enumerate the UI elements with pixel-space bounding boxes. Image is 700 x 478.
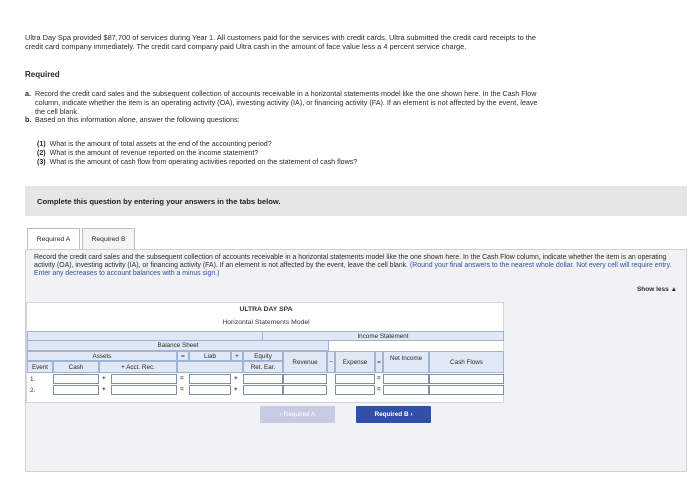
- requirement-text: Based on this information alone, answer the following questions:: [35, 115, 240, 125]
- plus-op: +: [121, 364, 125, 371]
- question-3: [37, 158, 357, 167]
- revenue-input[interactable]: [283, 374, 327, 384]
- equity-header: Equity: [243, 351, 283, 361]
- instruction-note: (Round your final answers to the nearest whole dollar. Not every cell will require entry. Enter any decreases to account balances with a minus sign.): [34, 262, 672, 278]
- question-number: (1): [37, 140, 46, 148]
- ret-ear-header: Ret. Ear.: [243, 361, 283, 373]
- row-label: 1.: [30, 376, 36, 383]
- equals-op: =: [180, 386, 184, 393]
- question-text: What is the amount of total assets at the end of the accounting period?: [49, 140, 272, 148]
- liab-input[interactable]: [189, 385, 231, 395]
- equals-op: =: [180, 375, 184, 382]
- requirement-b: [25, 116, 545, 125]
- tab-required-b[interactable]: Required B: [82, 228, 135, 250]
- equals-op: =: [377, 375, 381, 382]
- liab-header: Liab: [189, 351, 231, 361]
- expense-input[interactable]: [335, 374, 375, 384]
- answer-panel: [25, 249, 687, 472]
- question-number: (2): [37, 149, 46, 158]
- revenue-input[interactable]: [283, 385, 327, 395]
- statements-table: [26, 302, 504, 403]
- tab-required-a[interactable]: Required A: [27, 228, 80, 250]
- required-heading: Required: [25, 70, 60, 79]
- question-number: (3): [37, 158, 46, 167]
- acct-rec-header: [99, 361, 177, 373]
- net-income-input[interactable]: [383, 374, 429, 384]
- income-statement-header: Income Statement: [262, 331, 504, 341]
- requirement-a: [25, 90, 545, 116]
- question-text: What is the amount of cash flow from operating activities reported on the statement of cash flows?: [49, 158, 358, 167]
- equals-op: =: [377, 386, 381, 393]
- acct-rec-input[interactable]: [111, 385, 177, 395]
- net-income-header: Net Income: [383, 351, 429, 373]
- liab-input[interactable]: [189, 374, 231, 384]
- liab-header-blank: [177, 361, 243, 373]
- requirement-marker: b.: [25, 115, 32, 125]
- equals-op: =: [177, 351, 189, 361]
- plus-op: +: [102, 375, 106, 382]
- plus-op: +: [102, 386, 106, 393]
- event-header: Event: [27, 361, 53, 373]
- acct-rec-label: Acct. Rec.: [126, 364, 155, 371]
- ret-ear-input[interactable]: [243, 385, 283, 395]
- assets-header: Assets: [27, 351, 177, 361]
- balance-sheet-header: Balance Sheet: [27, 341, 329, 351]
- requirement-text: Record the credit card sales and the subsequent collection of accounts receivable in a horizontal statements model like the one shown here. In the Cash Flow column, indicate whether the item is an operating activity (OA), investing activity (IA), or financing activity (FA). If an element is not affected by the event, leave the cell blank.: [35, 89, 538, 116]
- show-less-link[interactable]: Show less ▲: [636, 286, 677, 293]
- acct-rec-input[interactable]: [111, 374, 177, 384]
- prev-required-a-button[interactable]: ‹ Required A: [260, 406, 335, 423]
- revenue-header: Revenue: [283, 351, 327, 373]
- equals-op: =: [375, 351, 383, 373]
- cash-flows-input[interactable]: [429, 385, 504, 395]
- plus-op: +: [234, 375, 238, 382]
- row-label: 2.: [30, 387, 36, 394]
- next-required-b-button[interactable]: Required B ›: [356, 406, 431, 423]
- table-model-title: Horizontal Statements Model: [222, 319, 310, 326]
- problem-intro: Ultra Day Spa provided $87,700 of services during Year 1. All customers paid for the services with credit cards. Ultra submitted the credit card receipts to the credit card company immediately. The credit card company paid Ultra cash in the amount of face value less a 4 percent service charge.: [25, 33, 537, 52]
- plus-op: +: [234, 386, 238, 393]
- question-2: [37, 149, 357, 158]
- expense-input[interactable]: [335, 385, 375, 395]
- requirement-marker: a.: [25, 89, 31, 98]
- tabs-banner: Complete this question by entering your answers in the tabs below.: [25, 186, 687, 216]
- table-company: ULTRA DAY SPA: [239, 306, 293, 313]
- cash-input[interactable]: [53, 374, 99, 384]
- minus-op: −: [327, 351, 335, 373]
- question-1: [37, 140, 357, 149]
- cash-input[interactable]: [53, 385, 99, 395]
- cash-flows-header: Cash Flows: [429, 351, 504, 373]
- expense-header: Expense: [335, 351, 375, 373]
- cash-header: Cash: [53, 361, 99, 373]
- ret-ear-input[interactable]: [243, 374, 283, 384]
- plus-op: +: [231, 351, 243, 361]
- questions-list: [37, 140, 357, 168]
- net-income-input[interactable]: [383, 385, 429, 395]
- requirements-list: [25, 90, 545, 125]
- cash-flows-input[interactable]: [429, 374, 504, 384]
- instruction-text: Record the credit card sales and the subsequent collection of accounts receivable in a horizontal statements model like the one shown here. In the Cash Flow column, indicate whether the item is an operating activity (OA), investing activity (IA), or financing activity (FA). If an element is not affected by the event, leave the cell blank.: [34, 254, 667, 270]
- panel-instructions: [34, 254, 682, 279]
- question-text: What is the amount of revenue reported on the income statement?: [49, 149, 259, 158]
